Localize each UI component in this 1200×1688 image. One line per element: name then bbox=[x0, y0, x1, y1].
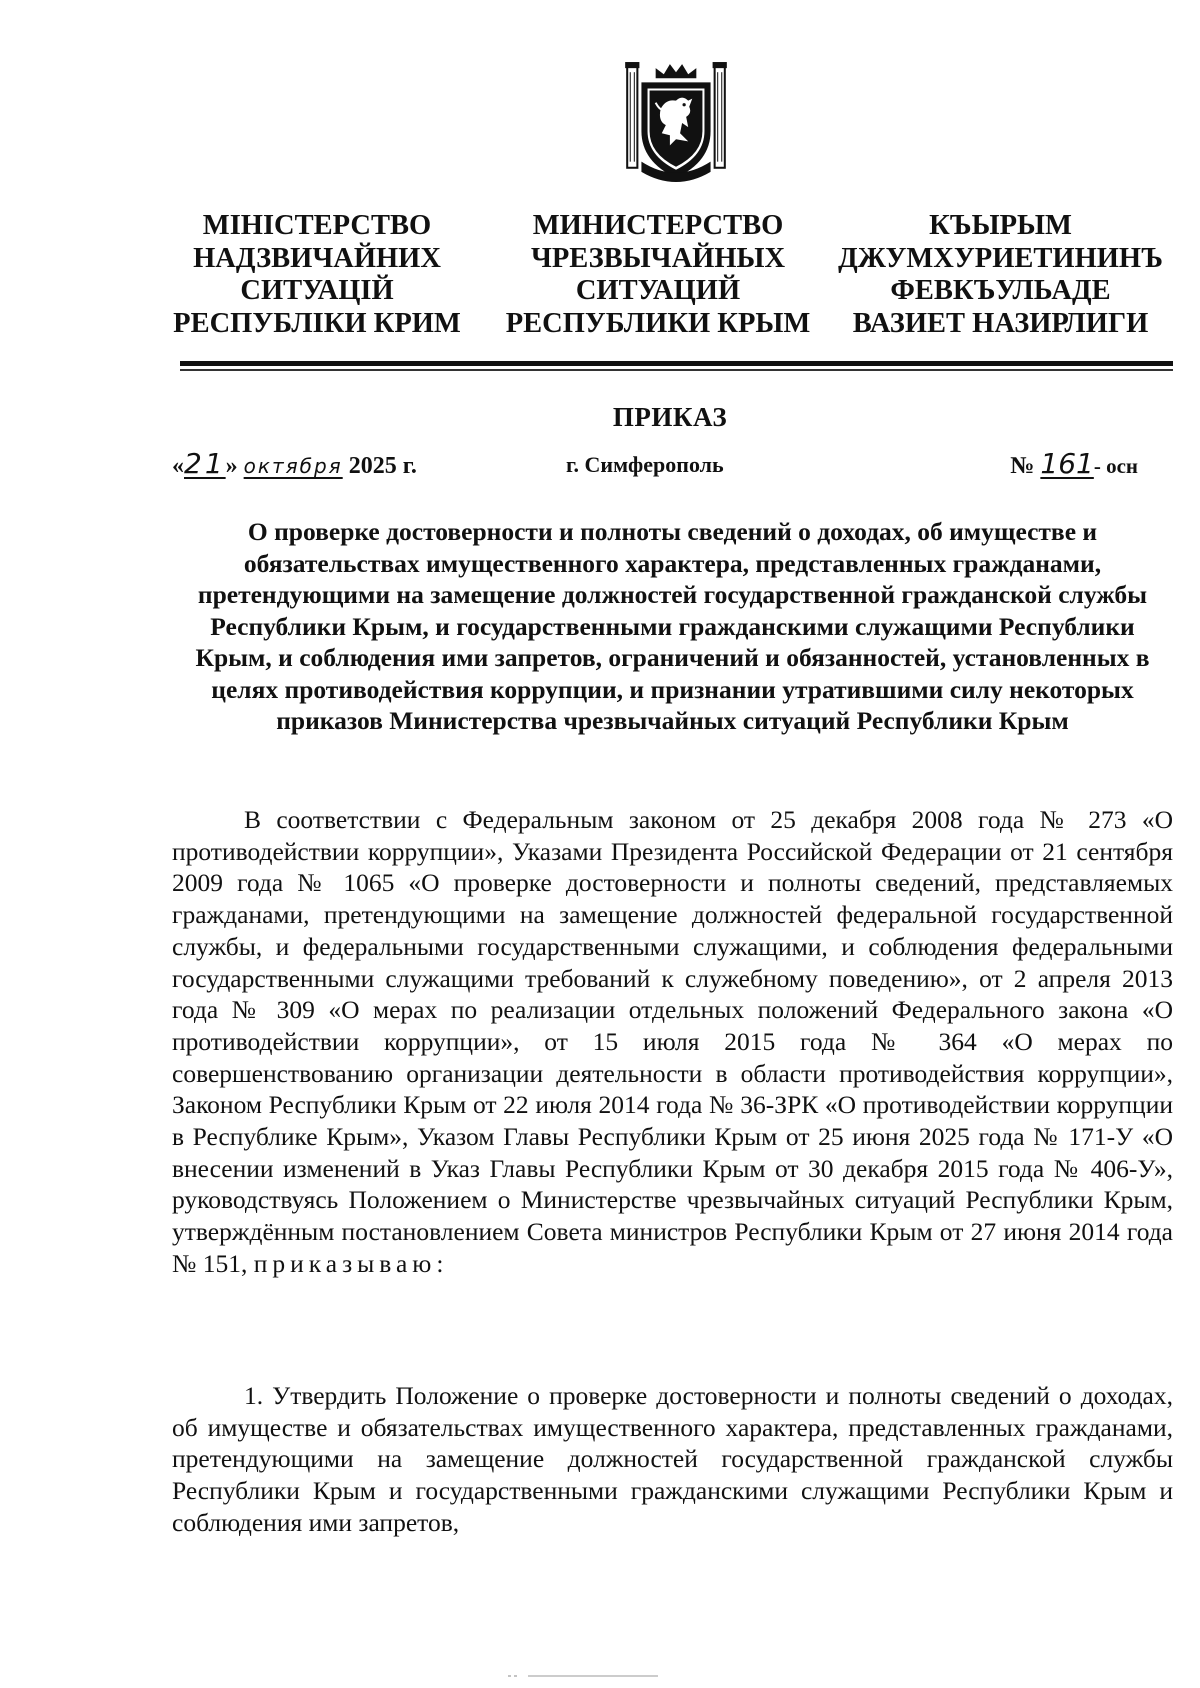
number-suffix: - осн bbox=[1093, 454, 1138, 478]
document-type-heading: ПРИКАЗ bbox=[612, 402, 728, 432]
ministry-name-line: СИТУАЦІЙ bbox=[240, 275, 394, 306]
ministry-name-line: ЧРЕЗВЫЧАЙНЫХ bbox=[530, 242, 786, 274]
preamble-text: В соответствии с Федеральным законом от 25 декабря 2008 года № 273 «О противодействии коррупции», Указами Президента Российской Федерации от 21 сентября 2009 года № 1065 «О проверке достоверности и полноты сведений, представляемых гражданами, претендующими на замещение должностей федеральной государственной службы, и федеральными государственными служащими, и соблюдения федеральными государственными служащими требований к служебному поведению», от 2 апреля 2013 года № 309 «О мерах по реализации отдельных положений Федерального закона «О противодействии коррупции», от 15 июля 2015 года № 364 «О мерах по совершенствованию организации деятельности в области противодействия коррупции», Законом Республики Крым от 22 июля 2014 года № 36-ЗРК «О противодействии коррупции в Республике Крым», Указом Главы Республики Крым от 25 июня 2025 года № 171-У «О внесении изменений в Указ Главы Республики Крым от 30 декабря 2015 года № 406-У», руководствуясь Положением о Министерстве чрезвычайных ситуаций Республики Крым, утверждённым постановлением Совета министров Республики Крым от 27 июня 2014 года № 151, bbox=[172, 805, 1173, 1278]
header-divider-thin bbox=[180, 369, 1173, 371]
number-handwritten: 161 bbox=[1040, 447, 1094, 480]
ministry-name-line: ДЖУМХУРИЕТИНИНЪ bbox=[838, 242, 1163, 274]
document-title: О проверке достоверности и полноты сведений о доходах, об имуществе и обязательствах имущественного характера, представленных гражданами, претендующими на замещение должностей государственной гражданской службы Республики Крым, и государственными гражданскими служащими Республики Крым, и соблюдения ими запретов, ограничений и обязанностей, установленных в целях противодействия коррупции, и признании утратившими силу некоторых приказов Министерства чрезвычайных ситуаций Республики Крым bbox=[195, 517, 1150, 735]
date-open-quote: « bbox=[172, 453, 184, 479]
ministry-name-line: СИТУАЦИЙ bbox=[575, 275, 741, 306]
document-number bbox=[1010, 447, 1138, 480]
header-divider-thick bbox=[180, 361, 1173, 366]
scan-artifact bbox=[508, 1674, 658, 1678]
preamble-paragraph bbox=[172, 804, 1173, 1280]
date-day-handwritten: 21 bbox=[184, 447, 226, 480]
coat-of-arms-emblem bbox=[625, 60, 727, 182]
ministry-name-ukrainian bbox=[172, 210, 462, 340]
griffin-shield-icon bbox=[625, 60, 727, 182]
ministry-name-crimean-tatar bbox=[828, 210, 1173, 340]
date-month-handwritten: октября bbox=[243, 454, 343, 478]
document-date bbox=[172, 447, 417, 480]
ministry-name-line: МІНІСТЕРСТВО bbox=[202, 210, 432, 241]
ministry-name-line: ФЕВКЪУЛЬАДЕ bbox=[890, 275, 1111, 306]
ministry-name-line: ВАЗИЕТ НАЗИРЛИГИ bbox=[852, 307, 1149, 339]
document-city: г. Симферополь bbox=[566, 452, 724, 477]
ministry-name-line: КЪЫРЫМ bbox=[929, 210, 1072, 241]
number-prefix: № bbox=[1010, 453, 1035, 479]
ministry-name-russian bbox=[498, 210, 818, 340]
ministry-name-line: РЕСПУБЛІКИ КРИМ bbox=[173, 307, 461, 339]
order-word: приказываю: bbox=[253, 1248, 449, 1278]
ministry-name-line: РЕСПУБЛИКИ КРЫМ bbox=[505, 307, 811, 339]
ministry-name-line: МИНИСТЕРСТВО bbox=[532, 210, 784, 241]
ministry-name-line: НАДЗВИЧАЙНИХ bbox=[193, 242, 441, 274]
date-close-quote: » bbox=[225, 453, 238, 479]
date-year: 2025 г. bbox=[348, 453, 417, 479]
clause-1-paragraph: 1. Утвердить Положение о проверке достоверности и полноты сведений о доходах, об имуществе и обязательствах имущественного характера, представленных гражданами, претендующими на замещение должностей государственной гражданской службы Республики Крым и государственными гражданскими служащими Республики Крым и соблюдения ими запретов, bbox=[172, 1381, 1173, 1537]
